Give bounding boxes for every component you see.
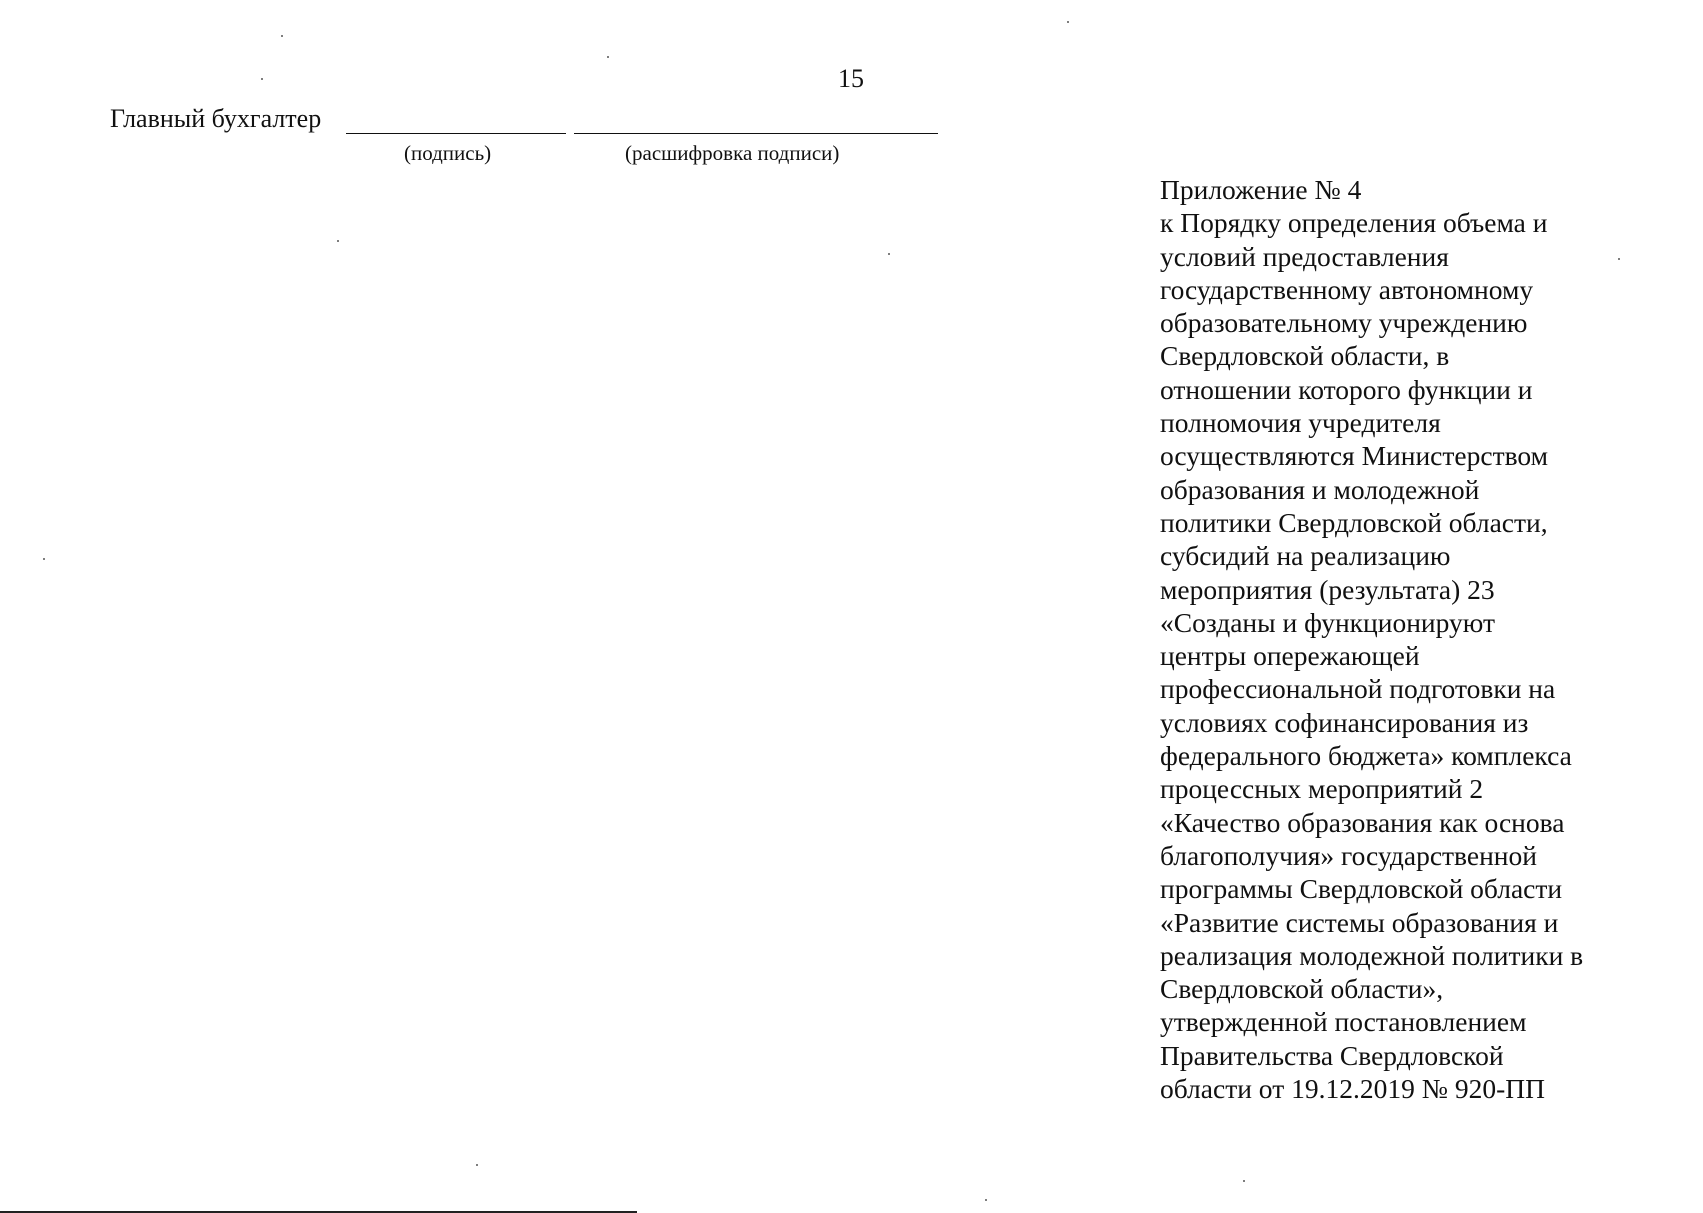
appendix-line: программы Свердловской области <box>1160 873 1563 905</box>
scan-speck <box>607 56 609 58</box>
appendix-line: образования и молодежной <box>1160 473 1480 505</box>
appendix-line: «Созданы и функционируют <box>1160 606 1495 638</box>
appendix-line: условиях софинансирования из <box>1160 706 1529 738</box>
appendix-line: профессиональной подготовки на <box>1160 673 1556 705</box>
appendix-line: образовательному учреждению <box>1160 307 1528 339</box>
appendix-line: центры опережающей <box>1160 640 1420 672</box>
appendix-line: утвержденной постановлением <box>1160 1006 1527 1038</box>
appendix-line: осуществляются Министерством <box>1160 440 1549 472</box>
appendix-line: «Развитие системы образования и <box>1160 906 1559 938</box>
scan-speck <box>43 558 45 560</box>
appendix-line: процессных мероприятий 2 <box>1160 773 1484 805</box>
scan-speck <box>476 1164 478 1166</box>
chief-accountant-label: Главный бухгалтер <box>110 104 322 133</box>
appendix-line: реализация молодежной политики в <box>1160 939 1584 971</box>
appendix-line: Свердловской области», <box>1160 973 1444 1005</box>
appendix-line: Правительства Свердловской <box>1160 1039 1504 1071</box>
appendix-line: отношении которого функции и <box>1160 373 1533 405</box>
signature-line <box>346 133 566 134</box>
scan-speck <box>1243 1180 1245 1182</box>
appendix-line: условий предоставления <box>1160 240 1449 272</box>
page-number: 15 <box>838 64 864 93</box>
appendix-line: политики Свердловской области, <box>1160 506 1548 538</box>
signature-caption: (подпись) <box>404 141 492 165</box>
scan-speck <box>261 78 263 80</box>
appendix-line: «Качество образования как основа <box>1160 806 1565 838</box>
appendix-line: полномочия учредителя <box>1160 407 1441 439</box>
scan-speck <box>985 1199 987 1201</box>
scan-speck <box>337 240 339 242</box>
scan-speck <box>1618 258 1620 260</box>
appendix-block <box>1160 173 1660 1105</box>
appendix-line: к Порядку определения объема и <box>1160 207 1548 239</box>
scan-speck <box>888 253 890 255</box>
appendix-line: области от 19.12.2019 № 920-ПП <box>1160 1073 1545 1105</box>
appendix-title: Приложение № 4 <box>1160 174 1362 205</box>
signature-decode-line <box>574 133 938 134</box>
scan-speck <box>281 35 283 37</box>
appendix-line: субсидий на реализацию <box>1160 540 1451 572</box>
appendix-line: федерального бюджета» комплекса <box>1160 740 1572 772</box>
appendix-line: государственному автономному <box>1160 273 1534 305</box>
appendix-line: мероприятия (результата) 23 <box>1160 573 1495 605</box>
appendix-line: Свердловской области, в <box>1160 340 1450 372</box>
signature-decode-caption: (расшифровка подписи) <box>625 141 840 165</box>
appendix-line: благополучия» государственной <box>1160 839 1537 871</box>
scan-speck <box>1067 21 1069 23</box>
